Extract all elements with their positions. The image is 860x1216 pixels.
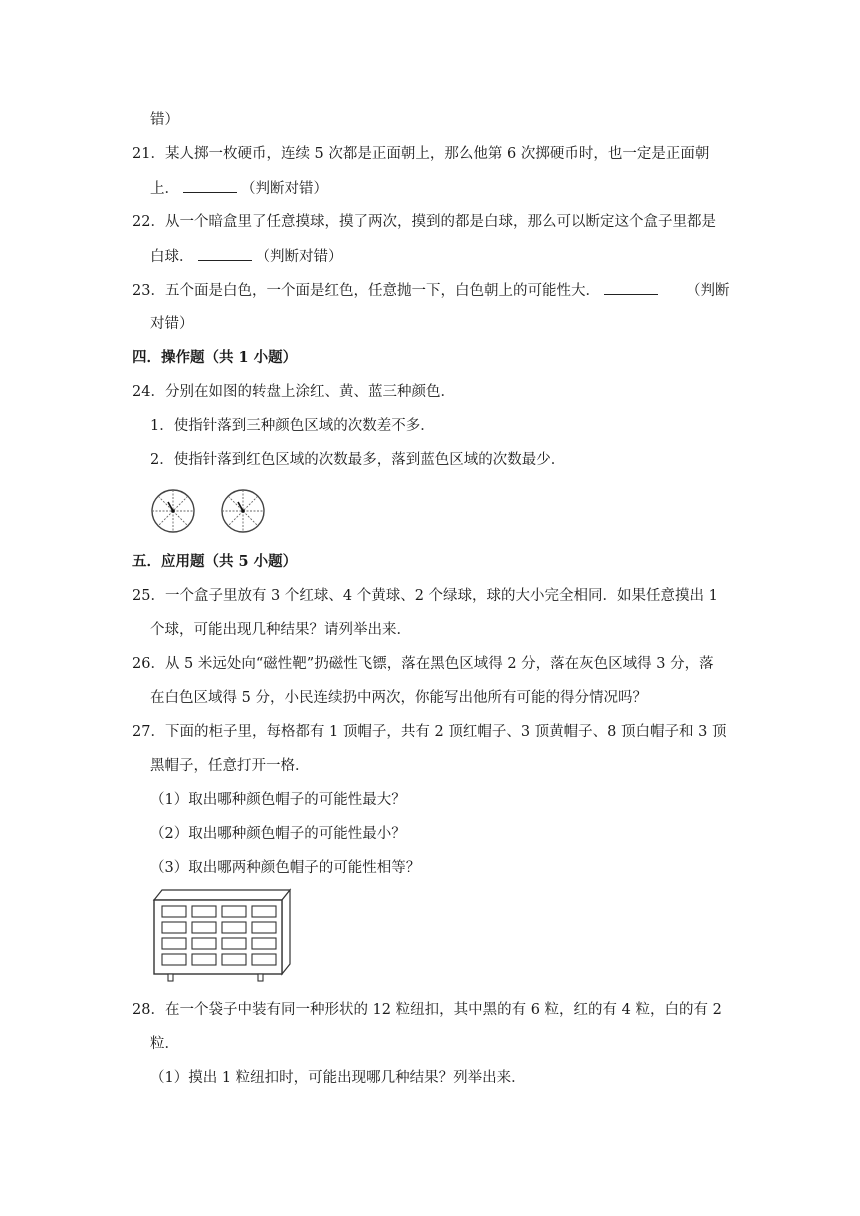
- q22-line2-pre: 白球．: [150, 249, 194, 265]
- q22-line2-post: （判断对错）: [255, 249, 343, 265]
- q28-line2: 粒．: [150, 1036, 179, 1052]
- hat-cabinet-figure: [150, 884, 296, 984]
- q24-stem: 24．分别在如图的转盘上涂红、黄、蓝三种颜色．: [132, 384, 455, 400]
- q21-line2-post: （判断对错）: [241, 181, 328, 197]
- q23-answer-blank[interactable]: [604, 280, 658, 295]
- q21-answer-blank[interactable]: [183, 178, 237, 193]
- q23-line1-post: （判断: [685, 283, 730, 299]
- q21-line2-pre: 上．: [150, 181, 179, 197]
- q20-tail: 错）: [150, 112, 179, 128]
- section-4-heading: 四．操作题（共 1 小题）: [132, 349, 298, 366]
- q21-line2: [150, 178, 328, 199]
- q23-line2: 对错）: [150, 316, 194, 332]
- q28-sub1: （1）摸出 1 粒纽扣时，可能出现哪几种结果？列举出来．: [150, 1070, 526, 1086]
- q28-line1: 28．在一个袋子中装有同一种形状的 12 粒纽扣，其中黑的有 6 粒，红的有 4 粒，白的有 2: [132, 1002, 722, 1018]
- q26-line2: 在白色区域得 5 分，小民连续扔中两次，你能写出他所有可能的得分情况吗？: [150, 690, 647, 706]
- q23-line1: [132, 280, 729, 301]
- q27-sub2: （2）取出哪种颜色帽子的可能性最小？: [150, 826, 406, 842]
- q22-line1: 22．从一个暗盒里了任意摸球，摸了两次，摸到的都是白球，那么可以断定这个盒子里都是: [132, 214, 716, 230]
- spinner-dial-2[interactable]: [220, 488, 266, 534]
- q27-line2: 黑帽子，任意打开一格．: [150, 758, 310, 774]
- q22-line2: [150, 246, 343, 267]
- q24-item2: 2．使指针落到红色区域的次数最多，落到蓝色区域的次数最少．: [150, 452, 566, 468]
- q25-line1: 25．一个盒子里放有 3 个红球、4 个黄球、2 个绿球，球的大小完全相同．如果任意摸出 1: [132, 588, 718, 604]
- section-5-heading: 五．应用题（共 5 小题）: [132, 553, 298, 570]
- q24-item1: 1．使指针落到三种颜色区域的次数差不多．: [150, 418, 435, 434]
- q23-line1-pre: 23．五个面是白色，一个面是红色，任意抛一下，白色朝上的可能性大．: [132, 283, 600, 299]
- q27-sub1: （1）取出哪种颜色帽子的可能性最大？: [150, 792, 406, 808]
- q25-line2: 个球，可能出现几种结果？请列举出来．: [150, 622, 411, 638]
- spinner-dial-1[interactable]: [150, 488, 196, 534]
- q21-line1: 21．某人掷一枚硬币，连续 5 次都是正面朝上，那么他第 6 次掷硬币时，也一定是正面朝: [132, 146, 710, 162]
- q22-answer-blank[interactable]: [198, 246, 252, 261]
- q26-line1: 26．从 5 米远处向“磁性靶”扔磁性飞镖，落在黑色区域得 2 分，落在灰色区域得 3 分，落: [132, 656, 714, 672]
- q27-sub3: （3）取出哪两种颜色帽子的可能性相等？: [150, 860, 421, 876]
- q27-line1: 27．下面的柜子里，每格都有 1 顶帽子，共有 2 顶红帽子、3 顶黄帽子、8 顶白帽子和 3 顶: [132, 724, 727, 740]
